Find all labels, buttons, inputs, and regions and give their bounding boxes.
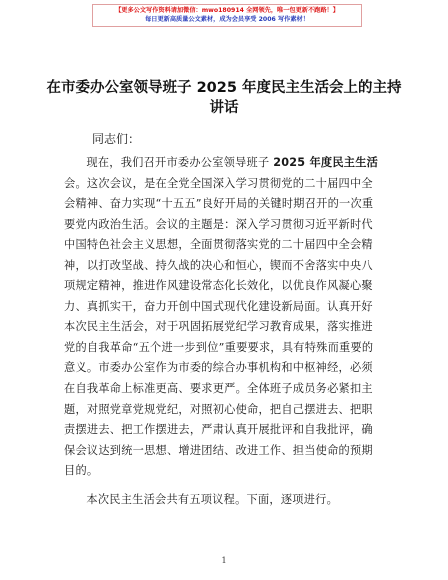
paragraph-1-start: 现在，我们召开市委办公室领导班子 [86, 156, 274, 169]
paragraph-1-rest: 会。这次会议，是在全党全国深入学习贯彻党的二十届四中全会精神、奋力实现“十五五”良好开局的关键时期召开的一次重要党内政治生活。会议的主题是：深入学习贯彻习近平新时代中国特色社会主义思想，全面贯彻落实党的二十届四中全会精神，以打改坚战、持久战的决心和恒心，锲而不舍落实中央八项规定精神，推进作风建设常态化长效化，以优良作风凝心聚力、真抓实干，奋力开创中国式现代化建设新局面。认真开好本次民主生活会，对于巩固拓展党纪学习教育成果，落实推进党的自我革命“五个进一步到位”重要要求，具有特殊而重要的意义。市委办公室作为市委的综合办事机构和中枢神经，必须在自我革命上标准更高、要求更严。全体班子成员务必紧扣主题，对照党章党规党纪，对照初心使命，把自己摆进去、把职责摆进去、把工作摆进去，严肃认真开展批评和自我批评，确保会议达到统一思想、增进团结、改进工作、担当使命的预期目的。 [64, 176, 374, 478]
paragraph-1 [64, 153, 384, 482]
promo-banner-line-1: 【更多公文写作资料请加微信：mwo180914 全网领先，唯一包更新不跑路！】 [115, 7, 339, 14]
page-number: 1 [221, 556, 227, 565]
document-body [64, 153, 384, 510]
promo-banner [92, 4, 362, 27]
paragraph-1-bold-year: 2025 年度民主生活 [273, 156, 379, 169]
promo-banner-line-2: 每日更新高质量公文素材，成为会员享受 2006 写作素材！ [145, 16, 309, 23]
salutation: 同志们： [92, 132, 141, 146]
paragraph-2: 本次民主生活会共有五项议程。下面，逐项进行。 [86, 492, 339, 506]
document-title: 在市委办公室领导班子 2025 年度民主生活会上的主持讲话 [46, 80, 402, 116]
